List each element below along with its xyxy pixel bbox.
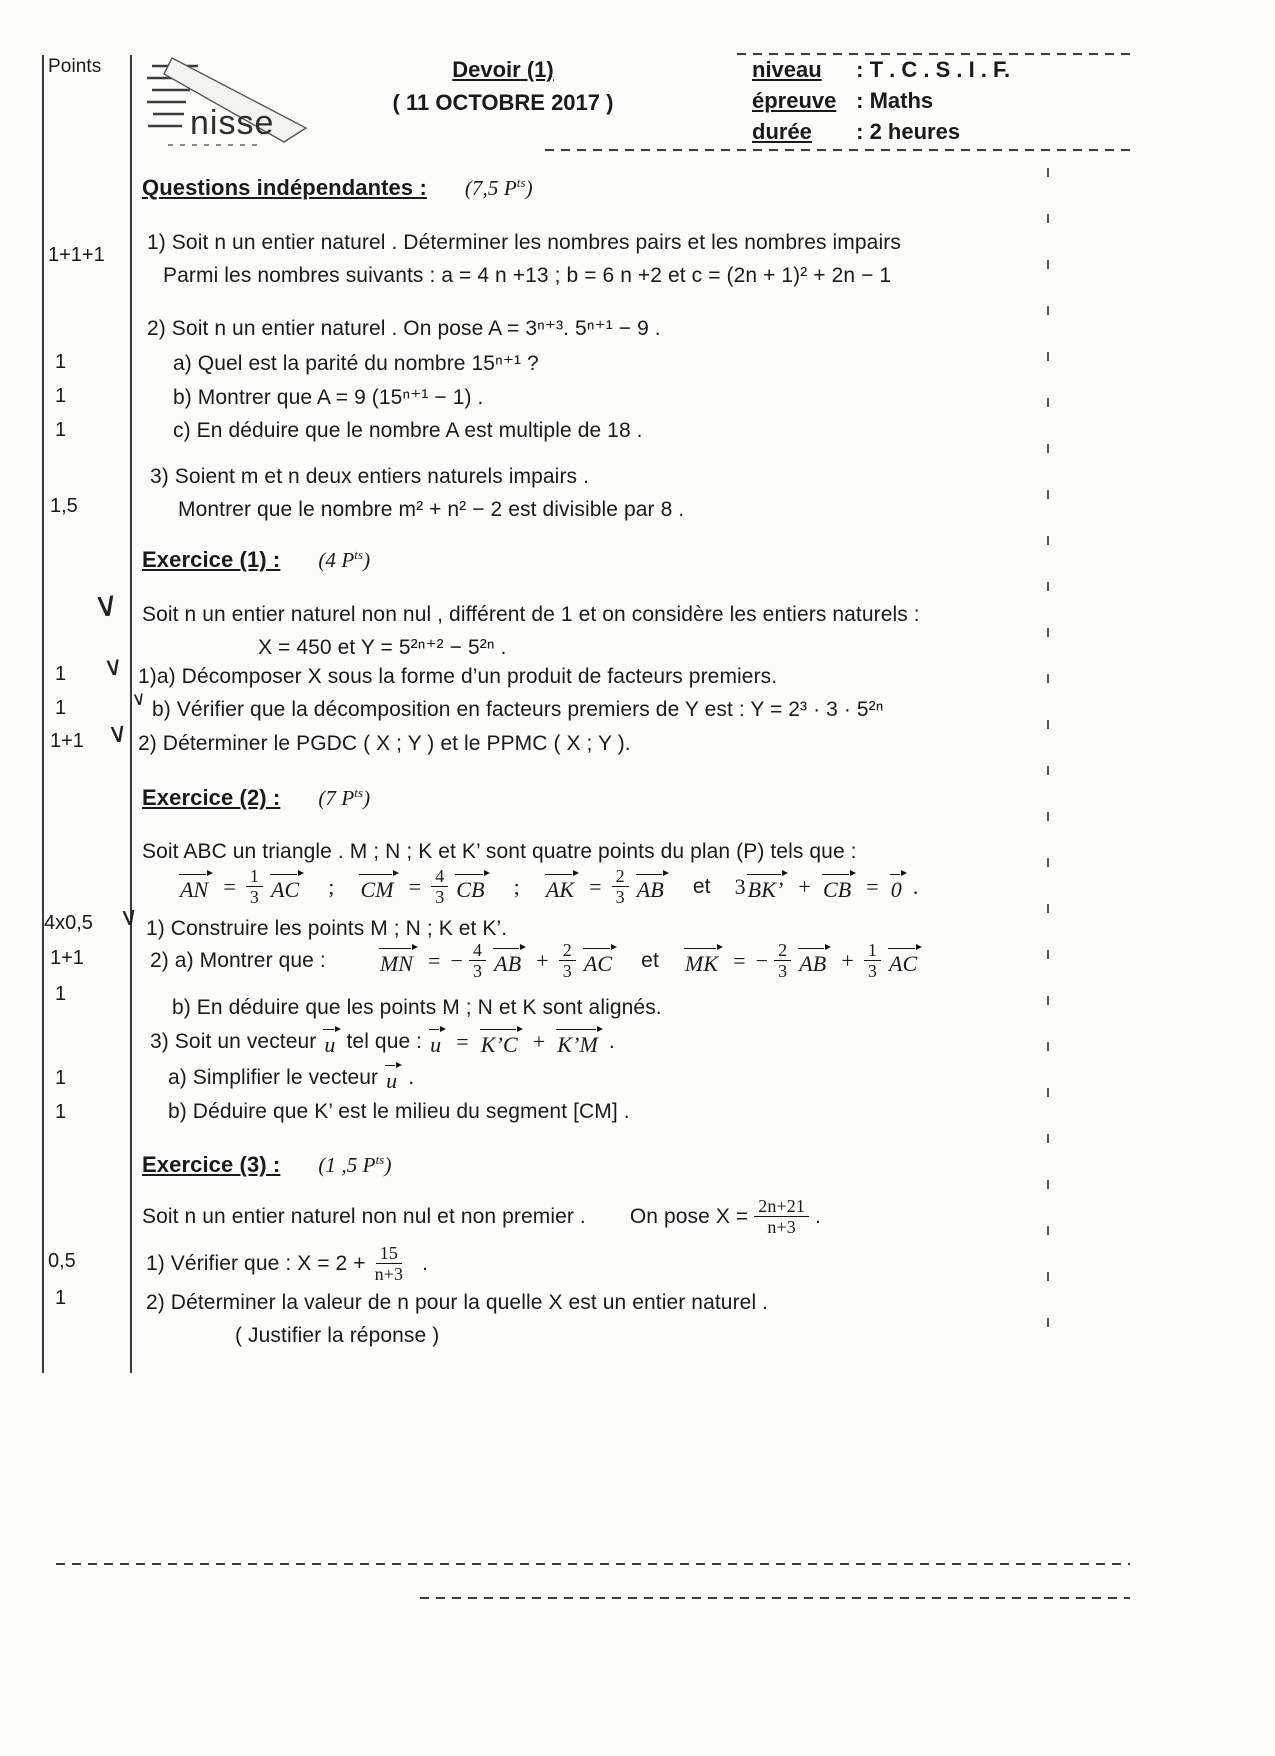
q2-line: 2) Soit n un entier naturel . On pose A = 3ⁿ⁺³. 5ⁿ⁺¹ − 9 . <box>147 317 661 340</box>
points-mark: 1 <box>55 697 67 719</box>
ex2-q3b: b) Déduire que K’ est le milieu du segment [CM] . <box>168 1100 630 1123</box>
exercice-2-heading-row <box>142 785 370 811</box>
vector-u: u <box>428 1028 446 1056</box>
ex2-q2b: b) En déduire que les points M ; N et K sont alignés. <box>172 996 662 1019</box>
points-mark: 1+1 <box>50 730 84 752</box>
vector-u: u <box>322 1028 340 1056</box>
ex2-q3: 3) Soit un vecteur u tel que : u = K’C + K’M . <box>150 1029 615 1057</box>
doc-date: ( 11 OCTOBRE 2017 ) <box>392 90 614 115</box>
points-mark: 1 <box>55 419 67 441</box>
vector-AC: AC <box>887 947 922 975</box>
vector-AC: AC <box>269 873 304 901</box>
points-mark: 1,5 <box>50 495 78 517</box>
fraction: $\frac{1}{3}$ <box>246 866 263 907</box>
points-column-header: Points <box>48 56 102 77</box>
section-heading: Exercice (3) : <box>142 1152 281 1177</box>
left-border-line <box>42 55 44 1373</box>
exercice-1-heading-row <box>142 547 370 573</box>
vector-AB: AB <box>797 947 831 975</box>
handwritten-check-icon: ∨ <box>102 650 125 684</box>
niveau-label: niveau <box>752 57 822 82</box>
ex1-q1a: 1)a) Décomposer X sous la forme d’un produit de facteurs premiers. <box>138 665 778 688</box>
points-mark: 1 <box>55 351 67 373</box>
vector-K-prime-M: K’M <box>555 1028 603 1056</box>
vector-BK-prime: BK’ <box>746 873 789 901</box>
vector-AB: AB <box>492 947 526 975</box>
q1-line-1: 1) Soit n un entier naturel . Déterminer les nombres pairs et les nombres impairs <box>147 231 901 254</box>
vector-CB: CB <box>454 873 489 901</box>
fraction: $\frac{4}{3}$ <box>469 940 486 981</box>
vector-AC: AC <box>582 947 617 975</box>
ex3-note: ( Justifier la réponse ) <box>235 1324 440 1347</box>
handwritten-check-icon: ∨ <box>118 900 141 933</box>
vector-AK: AK <box>544 873 579 901</box>
header-top-dashed-line <box>737 53 1130 55</box>
handwritten-check-icon: ∨ <box>130 687 148 711</box>
ex3-q1: 1) Vérifier que : X = 2 + $\frac{15}{n+3}$ . <box>146 1243 429 1285</box>
section-points: (7 $P^{ts}$) <box>318 785 371 810</box>
fraction: $\frac{2n+21}{n+3}$ <box>754 1196 809 1237</box>
fraction: $\frac{2}{3}$ <box>612 866 629 907</box>
ex1-q1b: b) Vérifier que la décomposition en facteurs premiers de Y est : Y = 2³ · 3 · 5²ⁿ <box>152 698 884 721</box>
points-mark: 1+1+1 <box>48 244 105 266</box>
fraction: $\frac{2}{3}$ <box>559 940 576 981</box>
ex2-vector-relations: AN = $\frac{1}{3}$ AC ; CM = $\frac{4}{3}$ CB ; AK = $\frac{2}{3}$ AB et 3 BK’ + CB = 0 . <box>180 866 919 908</box>
ex2-intro: Soit ABC un triangle . M ; N ; K et K’ sont quatre points du plan (P) tels que : <box>142 840 857 863</box>
info-row-epreuve <box>752 88 933 114</box>
points-mark: 1 <box>55 385 67 407</box>
vector-u: u <box>384 1064 402 1092</box>
section-heading: Questions indépendantes : <box>142 175 427 200</box>
vector-CB: CB <box>821 873 856 901</box>
points-mark: 1 <box>55 983 67 1005</box>
logo-text: nisse <box>190 104 275 142</box>
footer-dashed-line-2 <box>420 1597 1130 1599</box>
handwritten-check-icon: ∨ <box>91 583 122 627</box>
fraction: $\frac{1}{3}$ <box>864 940 881 981</box>
ex3-intro: Soit n un entier naturel non nul et non premier . On pose X = $\frac{2n+21}{n+3}$ . <box>142 1196 821 1238</box>
points-mark: 1+1 <box>50 947 84 969</box>
ex1-values: X = 450 et Y = 5²ⁿ⁺² − 5²ⁿ . <box>258 636 507 659</box>
info-row-duree <box>752 119 960 145</box>
doc-title: Devoir (1) <box>452 57 554 82</box>
q3-line-1: 3) Soient m et n deux entiers naturels impairs . <box>150 465 590 488</box>
points-mark: 1 <box>55 1101 67 1123</box>
vector-CM: CM <box>358 873 398 901</box>
q1-line-2: Parmi les nombres suivants : a = 4 n +13 ; b = 6 n +2 et c = (2n + 1)² + 2n − 1 <box>163 264 892 287</box>
q2-c: c) En déduire que le nombre A est multiple de 18 . <box>173 419 643 442</box>
vector-AB: AB <box>635 873 669 901</box>
right-dashed-line <box>1047 168 1049 1348</box>
footer-dashed-line-1 <box>56 1563 1130 1565</box>
points-mark: 0,5 <box>48 1250 76 1272</box>
vector-zero: 0 <box>889 873 907 901</box>
header-bottom-dashed-line <box>545 149 1130 151</box>
ex1-intro: Soit n un entier naturel non nul , différent de 1 et on considère les entiers naturels : <box>142 603 920 626</box>
epreuve-label: épreuve <box>752 88 837 113</box>
q2-a: a) Quel est la parité du nombre 15ⁿ⁺¹ ? <box>173 352 539 375</box>
points-divider-line <box>130 55 132 1373</box>
section-points: (7,5 $P^{ts}$) <box>464 175 533 200</box>
fraction: $\frac{2}{3}$ <box>774 940 791 981</box>
logo-caption-dots <box>168 144 257 146</box>
points-mark: 1 <box>55 1067 67 1089</box>
fraction: $\frac{4}{3}$ <box>431 866 448 907</box>
section-questions-heading-row <box>142 175 533 201</box>
school-logo <box>138 56 316 155</box>
section-heading: Exercice (1) : <box>142 547 281 572</box>
points-mark: 1 <box>55 1287 67 1309</box>
fraction: $\frac{15}{n+3}$ <box>374 1243 404 1285</box>
vector-K-prime-C: K’C <box>479 1028 523 1056</box>
info-row-niveau <box>752 57 1010 83</box>
handwritten-check-icon: ∨ <box>106 716 130 751</box>
ex2-q1: 1) Construire les points M ; N ; K et K’. <box>146 917 508 940</box>
ex2-q3a: a) Simplifier le vecteur u . <box>168 1066 415 1093</box>
ex2-q2a: 2) a) Montrer que : MN = − $\frac{4}{3}$ AB + $\frac{2}{3}$ AC et MK = − $\frac{2}{3}$ AB + $\frac{1}{3}$ AC <box>150 940 922 981</box>
q3-line-2: Montrer que le nombre m² + n² − 2 est divisible par 8 . <box>178 498 685 521</box>
epreuve-value: : Maths <box>856 88 934 113</box>
section-heading: Exercice (2) : <box>142 785 281 810</box>
points-mark: 1 <box>55 663 67 685</box>
vector-MK: MK <box>683 947 723 975</box>
section-points: (4 $P^{ts}$) <box>318 547 371 572</box>
vector-MN: MN <box>378 947 418 975</box>
vector-AN: AN <box>178 873 213 901</box>
exercice-3-heading-row <box>142 1152 392 1178</box>
niveau-value: : T . C . S . I . F. <box>856 57 1011 82</box>
ex1-q2: 2) Déterminer le PGDC ( X ; Y ) et le PPMC ( X ; Y ). <box>138 732 631 755</box>
section-points: (1 ,5 $P^{ts}$) <box>318 1152 392 1177</box>
ex3-q2: 2) Déterminer la valeur de n pour la quelle X est un entier naturel . <box>146 1291 769 1314</box>
duree-value: : 2 heures <box>856 119 961 144</box>
duree-label: durée <box>752 119 812 144</box>
points-mark: 4x0,5 <box>44 912 93 934</box>
q2-b: b) Montrer que A = 9 (15ⁿ⁺¹ − 1) . <box>173 386 484 409</box>
